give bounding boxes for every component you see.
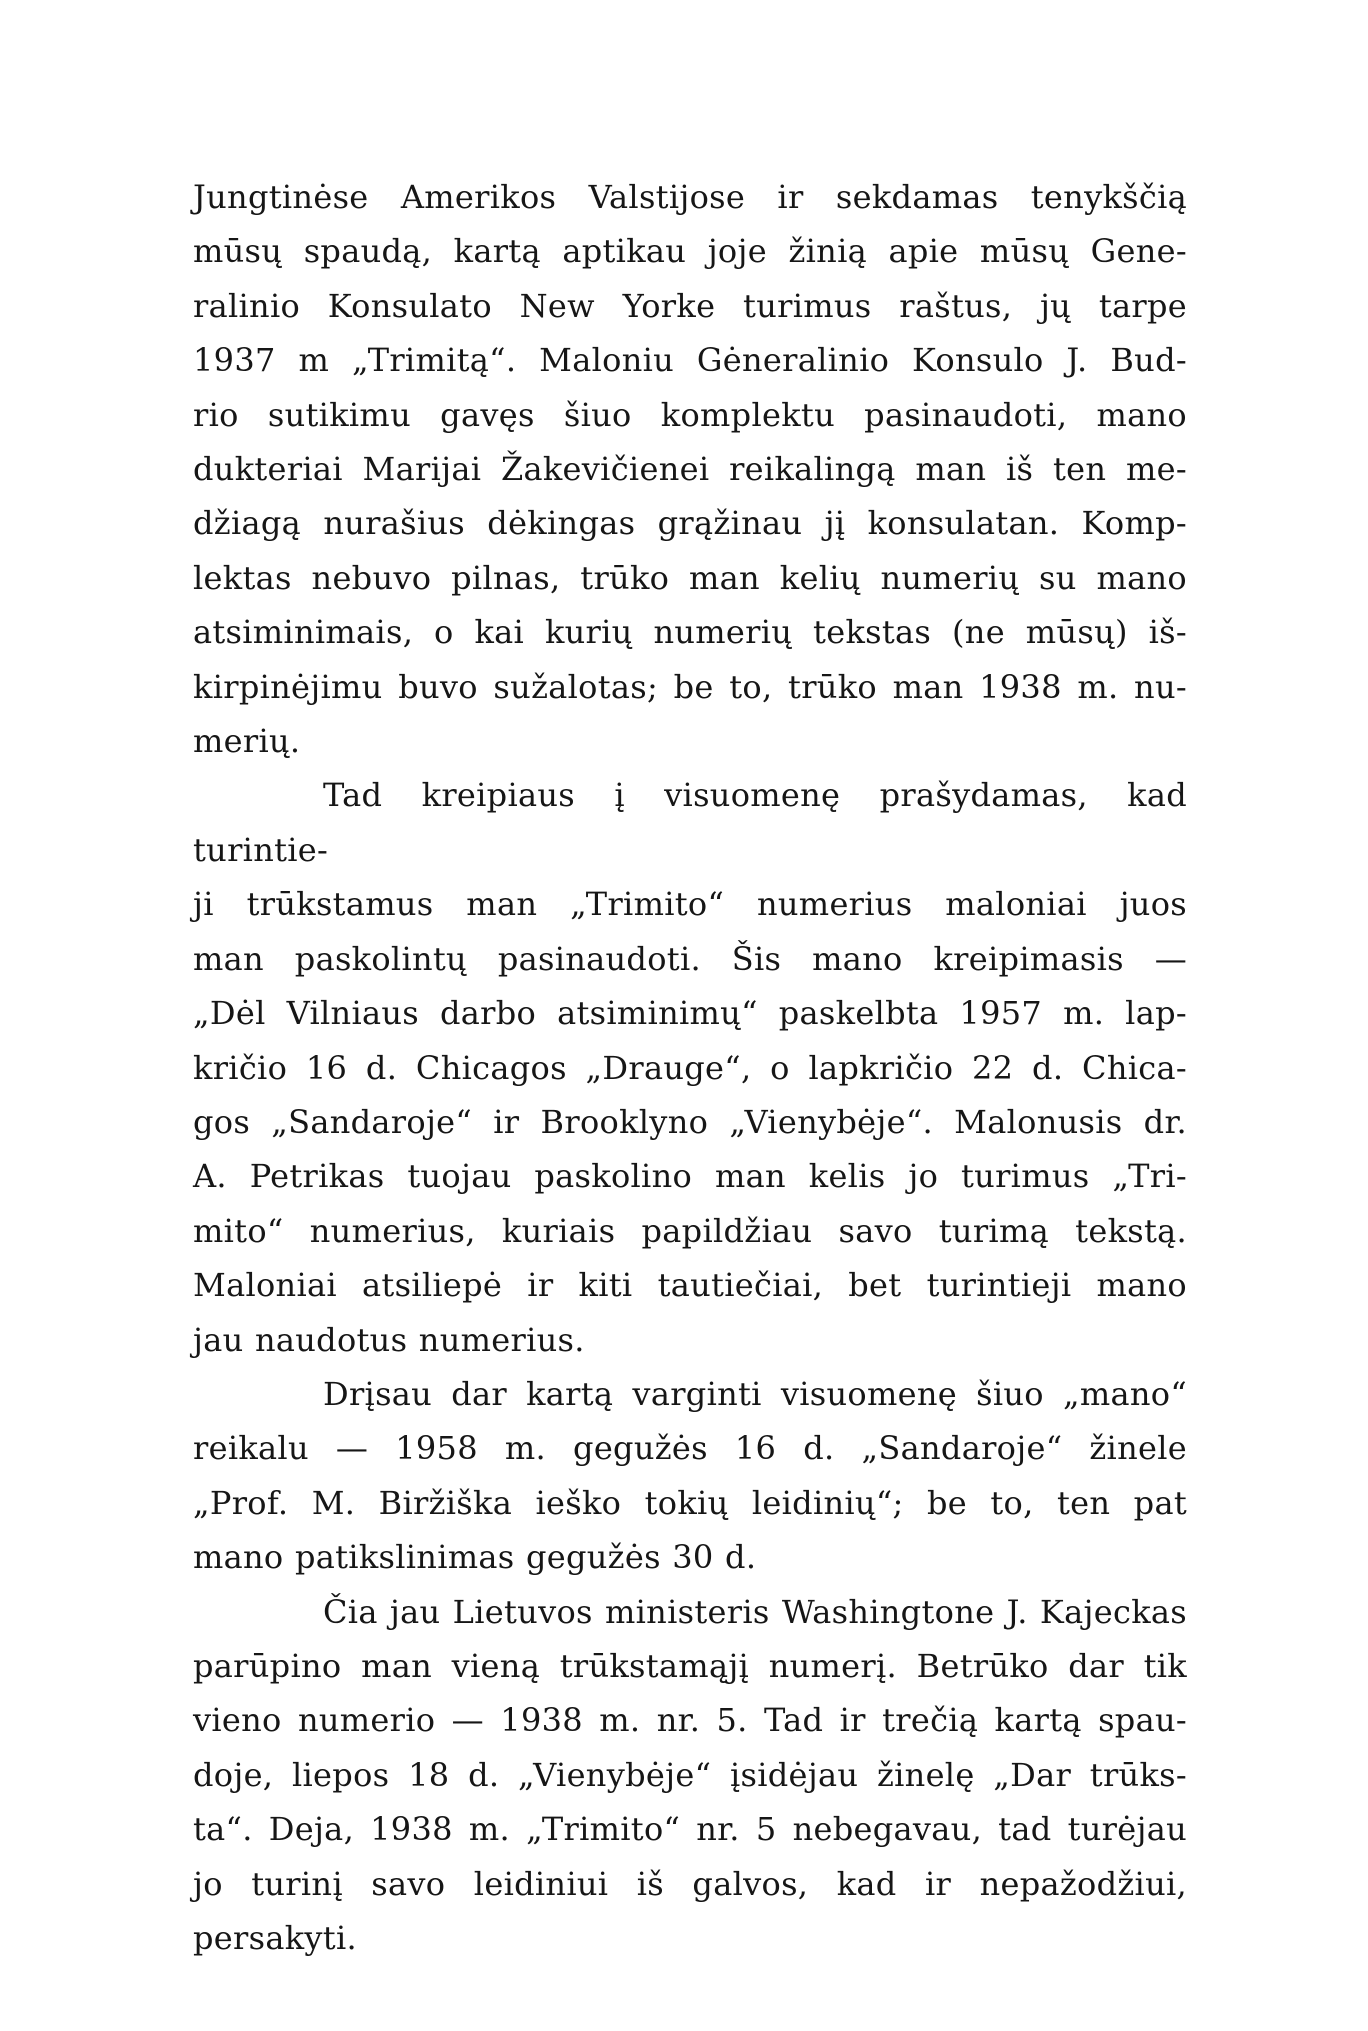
text-line: lektas nebuvo pilnas, trūko man kelių numerių su mano [193,558,1187,597]
text-line: jo turinį savo leidiniui iš galvos, kad ir nepažodžiui, [193,1864,1187,1903]
text-line: ta“. Deja, 1938 m. „Trimito“ nr. 5 nebegavau, tad turėjau [193,1810,1187,1849]
text-line: Jungtinėse Amerikos Valstijose ir sekdamas tenykščią [193,178,1187,216]
text-line: mito“ numerius, kuriais papildžiau savo turimą tekstą. [193,1211,1187,1250]
text-line: Čia jau Lietuvos ministeris Washingtone J. Kajeckas [323,1592,1187,1631]
text-line: 1937 m „Trimitą“. Maloniu Gėneralinio Konsulo J. Bud- [193,341,1187,380]
text-line: dukteriai Marijai Žakevičienei reikalingą man iš ten me- [193,450,1187,489]
text-line: man paskolintų pasinaudoti. Šis mano kreipimasis — [193,939,1187,978]
text-line: „Prof. M. Biržiška ieško tokių leidinių“; be to, ten pat [193,1483,1187,1522]
text-line: ralinio Konsulato New Yorke turimus raštus, jų tarpe [193,286,1187,325]
text-line: reikalu — 1958 m. gegužės 16 d. „Sandaroje“ žinele [193,1429,1187,1468]
text-line: parūpino man vieną trūkstamąjį numerį. Betrūko dar tik [193,1646,1187,1685]
text-line: A. Petrikas tuojau paskolino man kelis jo turimus „Tri- [193,1157,1187,1196]
text-line: rio sutikimu gavęs šiuo komplektu pasinaudoti, mano [193,395,1187,434]
text-line: ji trūkstamus man „Trimito“ numerius maloniai juos [193,885,1187,924]
text-line: Tad kreipiaus į visuomenę prašydamas, kad turintie- [193,776,1187,869]
text-line: persakyti. [193,1919,357,1957]
text-line: Maloniai atsiliepė ir kiti tautiečiai, bet turintieji mano [193,1266,1187,1305]
text-line: jau naudotus numerius. [193,1320,585,1359]
text-line: džiagą nurašius dėkingas grąžinau jį konsulatan. Komp- [193,504,1187,543]
text-line: doje, liepos 18 d. „Vienybėje“ įsidėjau žinelę „Dar trūks- [193,1755,1187,1794]
text-line: kirpinėjimu buvo sužalotas; be to, trūko man 1938 m. nu- [193,667,1187,706]
text-line: kričio 16 d. Chicagos „Drauge“, o lapkričio 22 d. Chica- [193,1048,1187,1087]
body-text [193,170,1187,1965]
text-line: gos „Sandaroje“ ir Brooklyno „Vienybėje“. Malonusis dr. [193,1102,1187,1141]
text-line: atsiminimais, o kai kurių numerių tekstas (ne mūsų) iš- [193,613,1187,652]
text-line: Drįsau dar kartą varginti visuomenę šiuo „mano“ [323,1374,1187,1413]
text-line: mano patikslinimas gegužės 30 d. [193,1538,757,1577]
text-line: merių. [193,722,301,761]
text-line: „Dėl Vilniaus darbo atsiminimų“ paskelbta 1957 m. lap- [193,994,1187,1033]
text-line: mūsų spaudą, kartą aptikau joje žinią apie mūsų Gene- [193,232,1187,271]
text-line: vieno numerio — 1938 m. nr. 5. Tad ir trečią kartą spau- [193,1701,1187,1740]
